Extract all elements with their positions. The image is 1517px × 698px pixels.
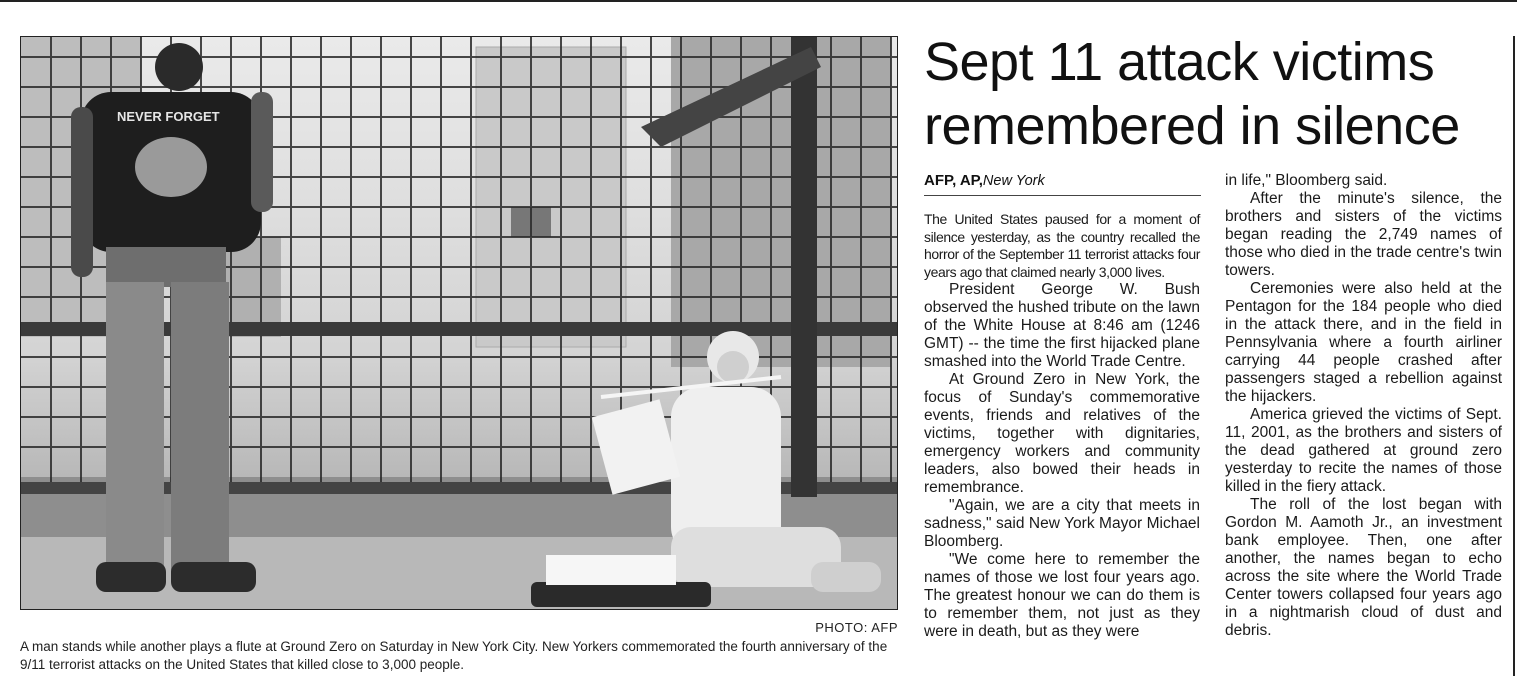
paragraph: America grieved the victims of Sept. 11, 2001, as the brothers and sisters of the dead gathered at ground zero yesterday to recite the names of those killed in the fiery attack.: [1225, 406, 1502, 495]
byline: [924, 172, 1200, 189]
svg-text:NEVER FORGET: NEVER FORGET: [117, 109, 220, 124]
article-column-1: [924, 211, 1200, 641]
photo-illustration: [21, 37, 898, 610]
paragraph: At Ground Zero in New York, the focus of Sunday's commemorative events, friends and relatives of the victims, together with dignitaries, emergency workers and community leaders, also bowed their heads in remembrance.: [924, 371, 1200, 496]
byline-agencies: AFP, AP,: [924, 172, 983, 189]
news-photo: [20, 36, 898, 610]
byline-rule: [924, 195, 1201, 196]
byline-city: New York: [982, 173, 1045, 189]
paragraph: The United States paused for a moment of silence yesterday, as the country recalled the horror of the September 11 terrorist attacks four years ago that claimed nearly 3,000 lives.: [924, 211, 1200, 280]
paragraph: The roll of the lost began with Gordon M. Aamoth Jr., an investment bank employee. Then, one after another, the names began to echo across the site where the World Trade Center towers collapsed four years ago in a nightmarish cloud of dust and debris.: [1225, 496, 1502, 639]
photo-caption: A man stands while another plays a flute at Ground Zero on Saturday in New York City. New Yorkers commemorated the fourth anniversary of the 9/11 terrorist attacks on the United States that killed close to 3,000 people.: [20, 639, 888, 672]
paragraph: in life," Bloomberg said.: [1225, 172, 1388, 189]
top-rule: [0, 0, 1517, 2]
paragraph: President George W. Bush observed the hushed tribute on the lawn of the White House at 8:46 am (1246 GMT) -- the time the first hijacked plane smashed into the World Trade Centre.: [924, 281, 1200, 370]
headline: Sept 11 attack victims remembered in silence: [924, 32, 1460, 156]
flute-player-figure: [531, 331, 881, 607]
photo-credit: PHOTO: AFP: [815, 620, 898, 635]
paragraph: "We come here to remember the names of those we lost four years ago. The greatest honour we can do them is to remember them, not just as they were in death, but as they were: [924, 551, 1200, 640]
paragraph: After the minute's silence, the brothers and sisters of the victims began reading the 2,749 names of those who died in the trade centre's twin towers.: [1225, 190, 1502, 279]
paragraph: "Again, we are a city that meets in sadness," said New York Mayor Michael Bloomberg.: [924, 497, 1200, 550]
paragraph: Ceremonies were also held at the Pentagon for the 184 people who died in the attack there, and in the field in Pennsylvania where a fourth airliner carrying 44 people crashed after passengers staged a rebellion against the hijackers.: [1225, 280, 1502, 405]
article-column-2: [1225, 172, 1502, 640]
